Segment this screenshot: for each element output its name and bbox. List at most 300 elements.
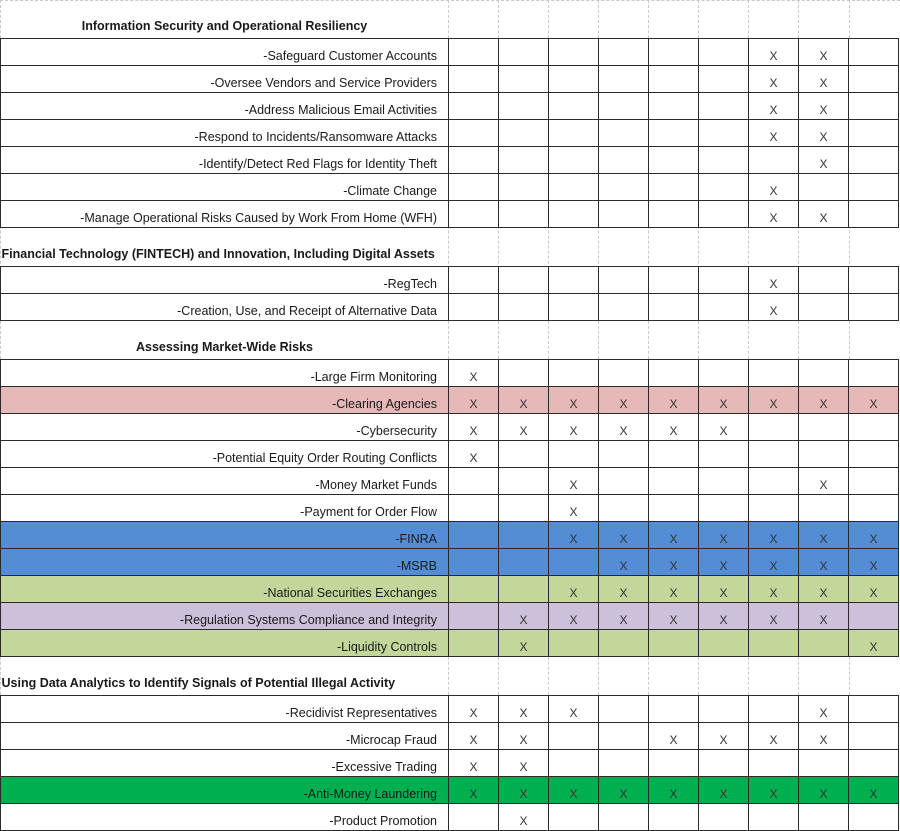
empty-cell[interactable] (649, 93, 699, 120)
marked-cell[interactable]: X (749, 120, 799, 147)
empty-cell[interactable] (499, 66, 549, 93)
empty-cell[interactable] (599, 441, 649, 468)
row-label-cell[interactable]: -Cybersecurity (1, 414, 449, 441)
marked-cell[interactable]: X (799, 603, 849, 630)
marked-cell[interactable]: X (499, 603, 549, 630)
empty-cell[interactable] (549, 804, 599, 831)
empty-cell[interactable] (799, 228, 849, 267)
empty-cell[interactable] (599, 657, 649, 696)
empty-cell[interactable] (499, 468, 549, 495)
empty-cell[interactable] (449, 522, 499, 549)
marked-cell[interactable]: X (499, 387, 549, 414)
empty-cell[interactable] (649, 696, 699, 723)
empty-cell[interactable] (849, 441, 899, 468)
empty-cell[interactable] (849, 414, 899, 441)
empty-cell[interactable] (699, 804, 749, 831)
marked-cell[interactable]: X (599, 603, 649, 630)
marked-cell[interactable]: X (499, 750, 549, 777)
empty-cell[interactable] (849, 495, 899, 522)
marked-cell[interactable]: X (749, 603, 799, 630)
empty-cell[interactable] (849, 66, 899, 93)
row-label-cell[interactable]: -Product Promotion (1, 804, 449, 831)
marked-cell[interactable]: X (749, 294, 799, 321)
table-row (1, 66, 899, 93)
section-header-row (1, 228, 899, 267)
empty-cell[interactable] (599, 750, 649, 777)
marked-cell[interactable]: X (699, 723, 749, 750)
empty-cell[interactable] (499, 201, 549, 228)
empty-cell[interactable] (699, 696, 749, 723)
empty-cell[interactable] (749, 147, 799, 174)
empty-cell[interactable] (799, 495, 849, 522)
empty-cell[interactable] (699, 750, 749, 777)
section-title[interactable]: Using Data Analytics to Identify Signals of Potential Illegal Activity (1, 676, 396, 690)
empty-cell[interactable] (499, 39, 549, 66)
empty-cell[interactable] (549, 228, 599, 267)
table-row (1, 120, 899, 147)
empty-cell[interactable] (449, 39, 499, 66)
empty-cell[interactable] (649, 750, 699, 777)
empty-cell[interactable] (599, 630, 649, 657)
marked-cell[interactable]: X (549, 603, 599, 630)
empty-cell[interactable] (449, 657, 499, 696)
empty-cell[interactable] (549, 0, 599, 39)
empty-cell[interactable] (549, 657, 599, 696)
row-label-cell[interactable]: -Large Firm Monitoring (1, 360, 449, 387)
empty-cell[interactable] (449, 294, 499, 321)
row-label-cell[interactable]: -Identify/Detect Red Flags for Identity Theft (1, 147, 449, 174)
empty-cell[interactable] (849, 696, 899, 723)
empty-cell[interactable] (849, 468, 899, 495)
empty-cell[interactable] (849, 723, 899, 750)
empty-cell[interactable] (699, 0, 749, 39)
marked-cell[interactable]: X (749, 522, 799, 549)
marked-cell[interactable]: X (649, 522, 699, 549)
row-label-cell[interactable]: -Anti-Money Laundering (1, 777, 449, 804)
marked-cell[interactable]: X (849, 549, 899, 576)
empty-cell[interactable] (699, 174, 749, 201)
empty-cell[interactable] (549, 441, 599, 468)
empty-cell[interactable] (799, 630, 849, 657)
empty-cell[interactable] (599, 39, 649, 66)
empty-cell[interactable] (449, 549, 499, 576)
empty-cell[interactable] (549, 39, 599, 66)
marked-cell[interactable]: X (799, 468, 849, 495)
row-label-cell[interactable]: -Recidivist Representatives (1, 696, 449, 723)
marked-cell[interactable]: X (749, 549, 799, 576)
empty-cell[interactable] (699, 468, 749, 495)
marked-cell[interactable]: X (699, 576, 749, 603)
empty-cell[interactable] (549, 630, 599, 657)
empty-cell[interactable] (749, 321, 799, 360)
marked-cell[interactable]: X (849, 387, 899, 414)
empty-cell[interactable] (499, 549, 549, 576)
empty-cell[interactable] (499, 522, 549, 549)
empty-cell[interactable] (449, 321, 499, 360)
empty-cell[interactable] (599, 267, 649, 294)
section-header-row (1, 0, 899, 39)
marked-cell[interactable]: X (749, 387, 799, 414)
marked-cell[interactable]: X (649, 414, 699, 441)
row-label-cell[interactable]: -Microcap Fraud (1, 723, 449, 750)
empty-cell[interactable] (699, 66, 749, 93)
empty-cell[interactable] (699, 93, 749, 120)
empty-cell[interactable] (749, 468, 799, 495)
row-label-cell[interactable]: -Money Market Funds (1, 468, 449, 495)
marked-cell[interactable]: X (799, 120, 849, 147)
empty-cell[interactable] (649, 228, 699, 267)
empty-cell[interactable] (749, 441, 799, 468)
empty-cell[interactable] (649, 120, 699, 147)
empty-cell[interactable] (799, 414, 849, 441)
empty-cell[interactable] (699, 201, 749, 228)
marked-cell[interactable]: X (449, 777, 499, 804)
matrix-body (1, 0, 899, 831)
empty-cell[interactable] (599, 0, 649, 39)
empty-cell[interactable] (549, 549, 599, 576)
empty-cell[interactable] (499, 294, 549, 321)
marked-cell[interactable]: X (799, 522, 849, 549)
marked-cell[interactable]: X (749, 723, 799, 750)
marked-cell[interactable]: X (449, 696, 499, 723)
empty-cell[interactable] (749, 750, 799, 777)
empty-cell[interactable] (499, 321, 549, 360)
marked-cell[interactable]: X (749, 93, 799, 120)
marked-cell[interactable]: X (549, 576, 599, 603)
empty-cell[interactable] (799, 804, 849, 831)
section-title[interactable]: Financial Technology (FINTECH) and Innovation, Including Digital Assets (1, 247, 435, 261)
empty-cell[interactable] (599, 228, 649, 267)
empty-cell[interactable] (849, 174, 899, 201)
empty-cell[interactable] (649, 66, 699, 93)
marked-cell[interactable]: X (449, 360, 499, 387)
marked-cell[interactable]: X (549, 495, 599, 522)
empty-cell[interactable] (699, 228, 749, 267)
empty-cell[interactable] (699, 39, 749, 66)
empty-cell[interactable] (599, 201, 649, 228)
marked-cell[interactable]: X (649, 576, 699, 603)
empty-cell[interactable] (699, 147, 749, 174)
empty-cell[interactable] (599, 294, 649, 321)
empty-cell[interactable] (549, 750, 599, 777)
empty-cell[interactable] (449, 0, 499, 39)
row-label-cell[interactable]: -Manage Operational Risks Caused by Work From Home (WFH) (1, 201, 449, 228)
empty-cell[interactable] (499, 495, 549, 522)
empty-cell[interactable] (649, 360, 699, 387)
empty-cell[interactable] (499, 147, 549, 174)
marked-cell[interactable]: X (699, 414, 749, 441)
empty-cell[interactable] (649, 174, 699, 201)
marked-cell[interactable]: X (499, 630, 549, 657)
marked-cell[interactable]: X (749, 777, 799, 804)
row-label-cell[interactable]: -Regulation Systems Compliance and Integrity (1, 603, 449, 630)
empty-cell[interactable] (599, 468, 649, 495)
marked-cell[interactable]: X (699, 387, 749, 414)
empty-cell[interactable] (549, 93, 599, 120)
empty-cell[interactable] (449, 804, 499, 831)
empty-cell[interactable] (699, 441, 749, 468)
empty-cell[interactable] (749, 228, 799, 267)
marked-cell[interactable]: X (849, 522, 899, 549)
row-label-cell[interactable]: -Potential Equity Order Routing Conflicts (1, 441, 449, 468)
marked-cell[interactable]: X (699, 549, 749, 576)
empty-cell[interactable] (649, 495, 699, 522)
marked-cell[interactable]: X (449, 723, 499, 750)
marked-cell[interactable]: X (649, 387, 699, 414)
empty-cell[interactable] (849, 39, 899, 66)
empty-cell[interactable] (549, 321, 599, 360)
marked-cell[interactable]: X (599, 576, 649, 603)
empty-cell[interactable] (849, 657, 899, 696)
marked-cell[interactable]: X (499, 777, 549, 804)
marked-cell[interactable]: X (749, 576, 799, 603)
empty-cell[interactable] (849, 360, 899, 387)
empty-cell[interactable] (849, 750, 899, 777)
empty-cell[interactable] (849, 603, 899, 630)
empty-cell[interactable] (499, 93, 549, 120)
empty-cell[interactable] (849, 0, 899, 39)
empty-cell[interactable] (549, 66, 599, 93)
empty-cell[interactable] (699, 321, 749, 360)
empty-cell[interactable] (649, 804, 699, 831)
empty-cell[interactable] (599, 495, 649, 522)
row-label-cell[interactable]: -Oversee Vendors and Service Providers (1, 66, 449, 93)
empty-cell[interactable] (699, 495, 749, 522)
table-row (1, 360, 899, 387)
empty-cell[interactable] (549, 723, 599, 750)
empty-cell[interactable] (699, 120, 749, 147)
row-label-cell[interactable]: -Liquidity Controls (1, 630, 449, 657)
empty-cell[interactable] (449, 630, 499, 657)
row-label-cell[interactable]: -MSRB (1, 549, 449, 576)
marked-cell[interactable]: X (799, 723, 849, 750)
marked-cell[interactable]: X (799, 147, 849, 174)
empty-cell[interactable] (649, 147, 699, 174)
empty-cell[interactable] (549, 294, 599, 321)
marked-cell[interactable]: X (499, 414, 549, 441)
marked-cell[interactable]: X (649, 603, 699, 630)
empty-cell[interactable] (849, 228, 899, 267)
marked-cell[interactable]: X (749, 174, 799, 201)
marked-cell[interactable]: X (799, 39, 849, 66)
section-title[interactable]: Information Security and Operational Resiliency (81, 19, 368, 33)
empty-cell[interactable] (499, 657, 549, 696)
empty-cell[interactable] (599, 723, 649, 750)
marked-cell[interactable]: X (549, 777, 599, 804)
empty-cell[interactable] (449, 468, 499, 495)
empty-cell[interactable] (849, 147, 899, 174)
row-label-cell[interactable]: -Excessive Trading (1, 750, 449, 777)
empty-cell[interactable] (599, 696, 649, 723)
marked-cell[interactable]: X (749, 39, 799, 66)
empty-cell[interactable] (549, 267, 599, 294)
empty-cell[interactable] (549, 201, 599, 228)
row-label-cell[interactable]: -FINRA (1, 522, 449, 549)
empty-cell[interactable] (649, 267, 699, 294)
empty-cell[interactable] (749, 696, 799, 723)
empty-cell[interactable] (749, 414, 799, 441)
row-label-cell[interactable]: -Creation, Use, and Receipt of Alternative Data (1, 294, 449, 321)
empty-cell[interactable] (449, 147, 499, 174)
empty-cell[interactable] (499, 360, 549, 387)
empty-cell[interactable] (649, 468, 699, 495)
empty-cell[interactable] (599, 174, 649, 201)
empty-cell[interactable] (799, 294, 849, 321)
empty-cell[interactable] (599, 147, 649, 174)
marked-cell[interactable]: X (849, 576, 899, 603)
marked-cell[interactable]: X (799, 696, 849, 723)
empty-cell[interactable] (449, 201, 499, 228)
marked-cell[interactable]: X (599, 414, 649, 441)
marked-cell[interactable]: X (799, 93, 849, 120)
empty-cell[interactable] (649, 441, 699, 468)
marked-cell[interactable]: X (599, 387, 649, 414)
empty-cell[interactable] (599, 321, 649, 360)
marked-cell[interactable]: X (699, 603, 749, 630)
empty-cell[interactable] (749, 804, 799, 831)
empty-cell[interactable] (749, 657, 799, 696)
table-row (1, 387, 899, 414)
empty-cell[interactable] (499, 228, 549, 267)
empty-cell[interactable] (449, 174, 499, 201)
marked-cell[interactable]: X (549, 468, 599, 495)
marked-cell[interactable]: X (799, 777, 849, 804)
empty-cell[interactable] (849, 321, 899, 360)
empty-cell[interactable] (499, 267, 549, 294)
row-label-cell[interactable]: -RegTech (1, 267, 449, 294)
empty-cell[interactable] (799, 267, 849, 294)
table-row (1, 777, 899, 804)
empty-cell[interactable] (449, 66, 499, 93)
row-label-cell[interactable]: -Respond to Incidents/Ransomware Attacks (1, 120, 449, 147)
empty-cell[interactable] (699, 630, 749, 657)
empty-cell[interactable] (449, 228, 499, 267)
marked-cell[interactable]: X (699, 522, 749, 549)
empty-cell[interactable] (649, 294, 699, 321)
marked-cell[interactable]: X (549, 696, 599, 723)
empty-cell[interactable] (799, 657, 849, 696)
marked-cell[interactable]: X (699, 777, 749, 804)
marked-cell[interactable]: X (749, 267, 799, 294)
marked-cell[interactable]: X (799, 387, 849, 414)
marked-cell[interactable]: X (449, 387, 499, 414)
empty-cell[interactable] (499, 441, 549, 468)
marked-cell[interactable]: X (499, 723, 549, 750)
marked-cell[interactable]: X (849, 777, 899, 804)
empty-cell[interactable] (699, 360, 749, 387)
empty-cell[interactable] (549, 360, 599, 387)
marked-cell[interactable]: X (499, 696, 549, 723)
table-row (1, 723, 899, 750)
empty-cell[interactable] (499, 174, 549, 201)
empty-cell[interactable] (649, 39, 699, 66)
empty-cell[interactable] (649, 0, 699, 39)
empty-cell[interactable] (849, 93, 899, 120)
empty-cell[interactable] (799, 360, 849, 387)
marked-cell[interactable]: X (799, 576, 849, 603)
empty-cell[interactable] (449, 495, 499, 522)
empty-cell[interactable] (549, 120, 599, 147)
empty-cell[interactable] (699, 267, 749, 294)
marked-cell[interactable]: X (549, 414, 599, 441)
row-label-cell[interactable]: -Safeguard Customer Accounts (1, 39, 449, 66)
row-label-cell[interactable]: -Address Malicious Email Activities (1, 93, 449, 120)
empty-cell[interactable] (599, 93, 649, 120)
empty-cell[interactable] (549, 174, 599, 201)
empty-cell[interactable] (749, 360, 799, 387)
marked-cell[interactable]: X (549, 387, 599, 414)
empty-cell[interactable] (499, 576, 549, 603)
empty-cell[interactable] (549, 147, 599, 174)
marked-cell[interactable]: X (749, 66, 799, 93)
row-label-cell[interactable]: -Payment for Order Flow (1, 495, 449, 522)
empty-cell[interactable] (599, 66, 649, 93)
marked-cell[interactable]: X (799, 201, 849, 228)
empty-cell[interactable] (449, 93, 499, 120)
empty-cell[interactable] (449, 603, 499, 630)
empty-cell[interactable] (849, 294, 899, 321)
empty-cell[interactable] (649, 201, 699, 228)
empty-cell[interactable] (849, 267, 899, 294)
empty-cell[interactable] (449, 267, 499, 294)
empty-cell[interactable] (649, 630, 699, 657)
empty-cell[interactable] (599, 120, 649, 147)
marked-cell[interactable]: X (649, 777, 699, 804)
marked-cell[interactable]: X (549, 522, 599, 549)
marked-cell[interactable]: X (799, 549, 849, 576)
marked-cell[interactable]: X (499, 804, 549, 831)
row-label-cell[interactable]: -Clearing Agencies (1, 387, 449, 414)
section-title[interactable]: Assessing Market-Wide Risks (135, 340, 314, 354)
empty-cell[interactable] (449, 120, 499, 147)
empty-cell[interactable] (649, 657, 699, 696)
marked-cell[interactable]: X (649, 549, 699, 576)
empty-cell[interactable] (799, 0, 849, 39)
marked-cell[interactable]: X (649, 723, 699, 750)
empty-cell[interactable] (749, 630, 799, 657)
empty-cell[interactable] (499, 120, 549, 147)
empty-cell[interactable] (749, 0, 799, 39)
empty-cell[interactable] (799, 321, 849, 360)
empty-cell[interactable] (799, 174, 849, 201)
empty-cell[interactable] (599, 360, 649, 387)
empty-cell[interactable] (599, 804, 649, 831)
marked-cell[interactable]: X (449, 750, 499, 777)
marked-cell[interactable]: X (849, 630, 899, 657)
marked-cell[interactable]: X (749, 201, 799, 228)
empty-cell[interactable] (799, 750, 849, 777)
marked-cell[interactable]: X (449, 441, 499, 468)
empty-cell[interactable] (449, 576, 499, 603)
row-label-cell[interactable]: -Climate Change (1, 174, 449, 201)
empty-cell[interactable] (849, 804, 899, 831)
empty-cell[interactable] (499, 0, 549, 39)
empty-cell[interactable] (649, 321, 699, 360)
empty-cell[interactable] (799, 441, 849, 468)
empty-cell[interactable] (749, 495, 799, 522)
marked-cell[interactable]: X (799, 66, 849, 93)
marked-cell[interactable]: X (599, 777, 649, 804)
marked-cell[interactable]: X (449, 414, 499, 441)
table-row (1, 603, 899, 630)
empty-cell[interactable] (699, 294, 749, 321)
empty-cell[interactable] (849, 201, 899, 228)
marked-cell[interactable]: X (599, 549, 649, 576)
empty-cell[interactable] (699, 657, 749, 696)
empty-cell[interactable] (849, 120, 899, 147)
row-label-cell[interactable]: -National Securities Exchanges (1, 576, 449, 603)
marked-cell[interactable]: X (599, 522, 649, 549)
